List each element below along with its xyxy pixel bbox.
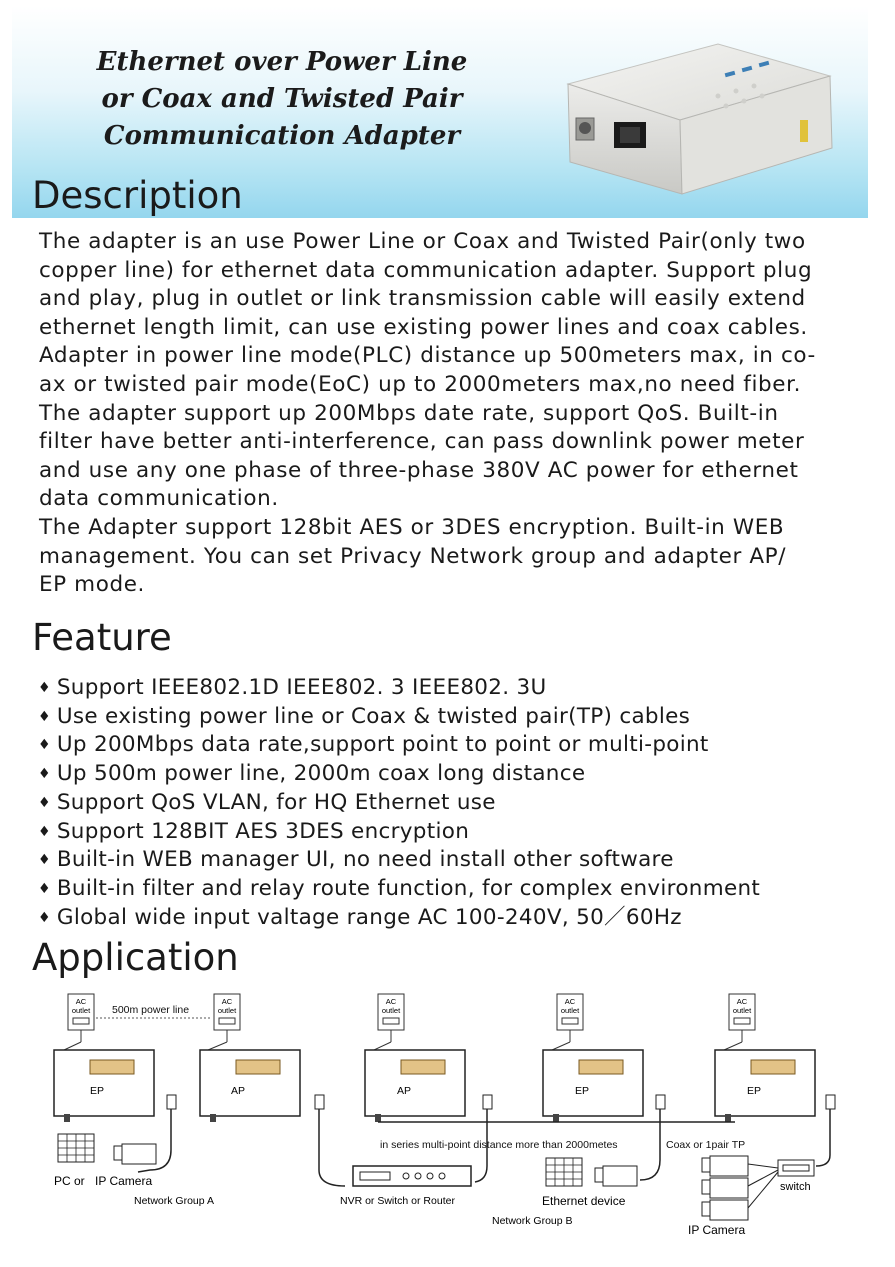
- ip-camera-label: IP Camera: [95, 1174, 153, 1188]
- description-line: ax or twisted pair mode(EoC) up to 2000meters max,no need fiber.: [39, 371, 802, 397]
- camera-icon: [702, 1156, 748, 1176]
- feature-item: ♦ Built-in WEB manager UI, no need install other software: [38, 847, 674, 873]
- description-line: management. You can set Privacy Network group and adapter AP/: [39, 543, 787, 569]
- network-group-a-label: Network Group A: [134, 1195, 214, 1207]
- diamond-bullet-icon: ♦: [38, 766, 51, 783]
- svg-text:outlet: outlet: [71, 1006, 91, 1015]
- svg-text:outlet: outlet: [217, 1006, 237, 1015]
- diamond-bullet-icon: ♦: [38, 737, 51, 754]
- pc-icon: [58, 1134, 94, 1162]
- ethernet-device-label: Ethernet device: [542, 1194, 626, 1208]
- ac-outlet: [208, 994, 240, 1050]
- coax-label: Coax or 1pair TP: [666, 1139, 746, 1151]
- application-diagram: [40, 990, 840, 1240]
- product-title-line: Ethernet over Power Line: [96, 47, 468, 77]
- adapter-ep: [543, 1050, 643, 1122]
- feature-item: ♦ Built-in filter and relay route function, for complex environment: [38, 875, 761, 901]
- ip-camera-label-2: IP Camera: [688, 1223, 746, 1237]
- adapter-device-photo: [550, 36, 850, 206]
- switch-icon: [778, 1160, 814, 1176]
- diamond-bullet-icon: ♦: [38, 708, 51, 725]
- adapter-ep: [715, 1050, 815, 1122]
- diamond-bullet-icon: ♦: [38, 680, 51, 696]
- feature-item: ♦ Support 128BIT AES 3DES encryption: [38, 818, 470, 844]
- diamond-bullet-icon: ♦: [38, 794, 51, 811]
- description-line: ethernet length limit, can use existing power lines and coax cables.: [39, 314, 808, 340]
- svg-text:AP: AP: [231, 1085, 246, 1097]
- diamond-bullet-icon: ♦: [38, 823, 51, 840]
- description-line: and use any one phase of three-phase 380V AC power for ethernet: [39, 457, 799, 483]
- ac-outlet: [374, 994, 404, 1050]
- series-label: in series multi-point distance more than 2000metes: [380, 1139, 618, 1151]
- camera-icon: [702, 1200, 748, 1220]
- svg-text:AC: AC: [564, 997, 576, 1006]
- description-line: The Adapter support 128bit AES or 3DES encryption. Built-in WEB: [39, 514, 785, 540]
- ac-outlet: [64, 994, 94, 1050]
- header-banner: [12, 6, 868, 218]
- svg-text:AC: AC: [736, 997, 748, 1006]
- product-title-line: Communication Adapter: [103, 121, 461, 151]
- svg-text:AP: AP: [397, 1085, 412, 1097]
- description-line: Adapter in power line mode(PLC) distance up 500meters max, in co-: [39, 343, 816, 369]
- svg-text:outlet: outlet: [560, 1006, 580, 1015]
- product-title-line: or Coax and Twisted Pair: [101, 84, 463, 114]
- camera-icon: [595, 1166, 637, 1186]
- ac-outlet: [552, 994, 583, 1050]
- adapter-ap: [365, 1050, 465, 1122]
- description-line: copper line) for ethernet data communication adapter. Support plug: [39, 257, 813, 283]
- feature-item: ♦ Use existing power line or Coax & twisted pair(TP) cables: [38, 703, 691, 729]
- description-line: EP mode.: [39, 572, 145, 598]
- feature-item: ♦ Up 500m power line, 2000m coax long distance: [38, 761, 586, 787]
- svg-text:AC: AC: [221, 997, 233, 1006]
- svg-text:AC: AC: [75, 997, 87, 1006]
- feature-item: ♦ Support IEEE802.1D IEEE802. 3 IEEE802. 3U: [38, 675, 547, 700]
- diamond-bullet-icon: ♦: [38, 852, 51, 869]
- description-heading: Description: [32, 174, 243, 217]
- feature-item: ♦ Up 200Mbps data rate,support point to point or multi-point: [38, 732, 709, 758]
- diamond-bullet-icon: ♦: [38, 880, 51, 897]
- diamond-bullet-icon: ♦: [38, 909, 51, 926]
- switch-label: switch: [780, 1181, 811, 1193]
- svg-text:outlet: outlet: [732, 1006, 752, 1015]
- feature-list: [38, 674, 858, 932]
- ac-outlet: [724, 994, 755, 1050]
- feature-heading: Feature: [32, 616, 172, 659]
- svg-text:EP: EP: [90, 1085, 105, 1097]
- product-title: [52, 44, 512, 155]
- camera-icon: [702, 1178, 748, 1198]
- pc-icon: [546, 1158, 582, 1186]
- adapter-ap: [200, 1050, 300, 1122]
- power-line-label: 500m power line: [112, 1004, 190, 1016]
- feature-item: ♦ Support QoS VLAN, for HQ Ethernet use: [38, 789, 496, 815]
- camera-icon: [114, 1144, 156, 1164]
- svg-text:EP: EP: [747, 1085, 762, 1097]
- nvr-icon: [353, 1166, 471, 1186]
- pc-label: PC or: [54, 1174, 85, 1188]
- svg-text:EP: EP: [575, 1085, 590, 1097]
- nvr-label: NVR or Switch or Router: [340, 1195, 455, 1207]
- feature-item: ♦ Global wide input valtage range AC 100-240V, 50／60Hz: [38, 904, 682, 930]
- description-line: The adapter is an use Power Line or Coax and Twisted Pair(only two: [39, 229, 806, 254]
- description-line: data communication.: [39, 486, 279, 512]
- application-heading: Application: [32, 936, 239, 979]
- description-line: and play, plug in outlet or link transmission cable will easily extend: [39, 286, 806, 312]
- description-text: [39, 228, 859, 600]
- svg-text:AC: AC: [385, 997, 397, 1006]
- description-line: filter have better anti-interference, can pass downlink power meter: [39, 429, 805, 455]
- svg-text:outlet: outlet: [381, 1006, 401, 1015]
- network-group-b-label: Network Group B: [492, 1215, 573, 1227]
- description-line: The adapter support up 200Mbps date rate, support QoS. Built-in: [39, 400, 779, 426]
- adapter-ep: [54, 1050, 154, 1122]
